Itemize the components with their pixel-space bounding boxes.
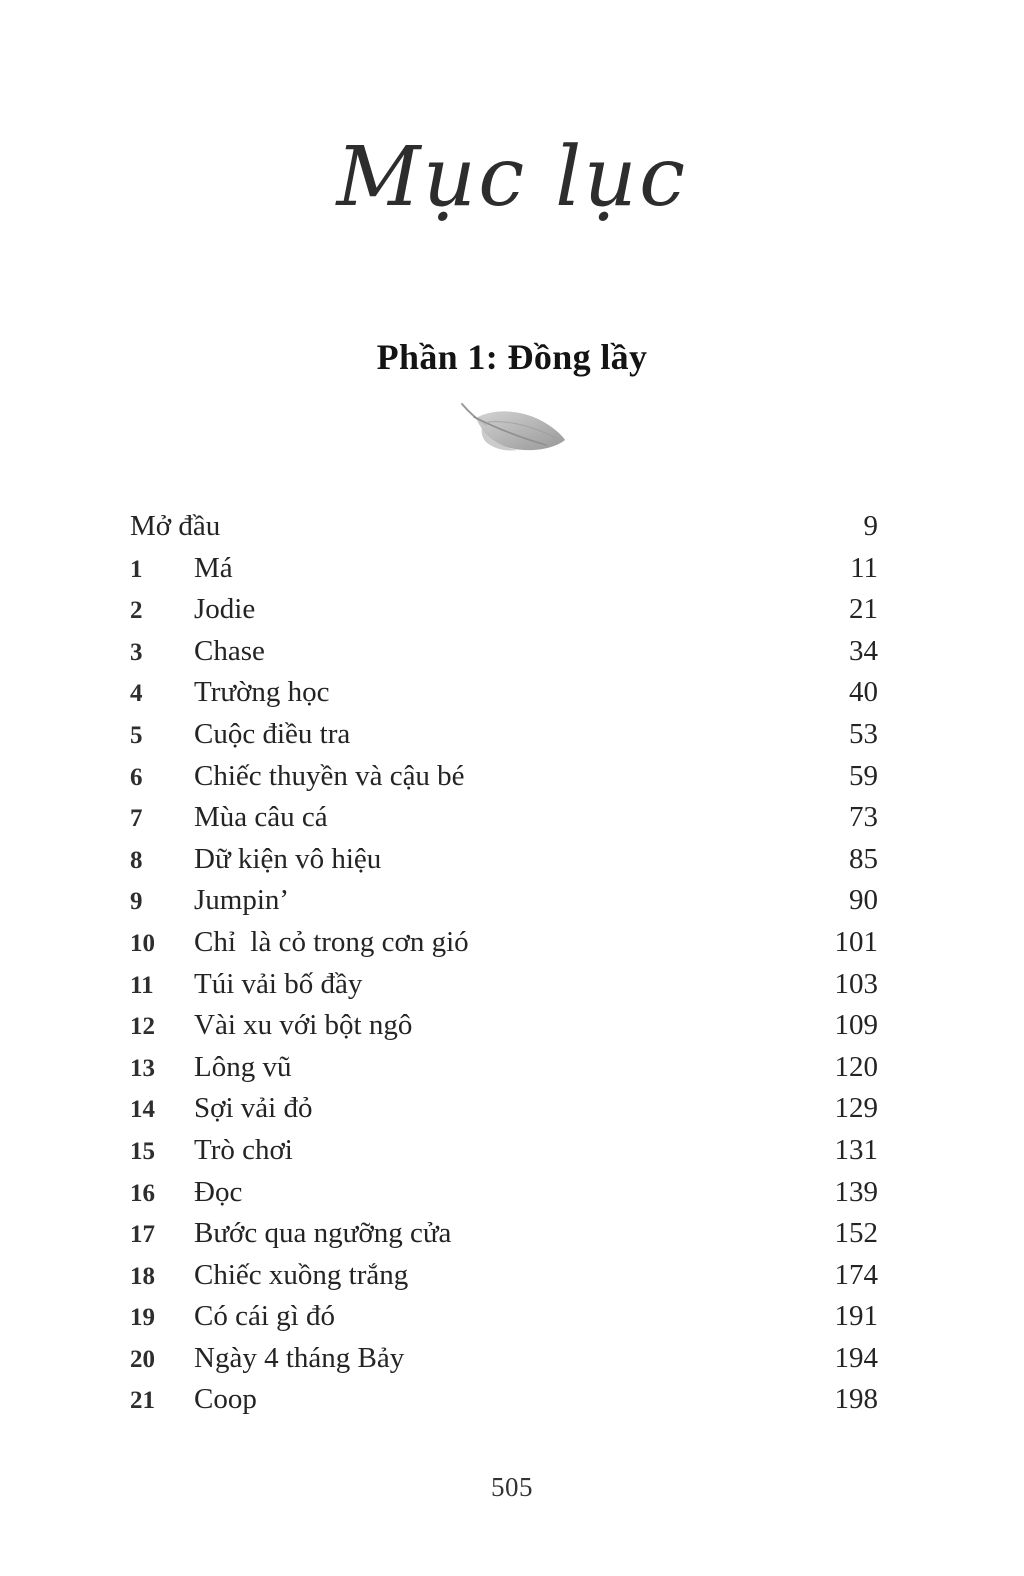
chapter-page-number: 101 [834,925,878,958]
part-heading: Phần 1: Đồng lầy [376,337,648,377]
chapter-number: 8 [130,846,143,874]
chapter-number: 18 [130,1262,155,1290]
toc-entry [130,506,878,548]
chapter-page-number: 174 [834,1258,878,1291]
chapter-page-number: 85 [849,842,878,875]
chapter-page-number: 73 [849,801,878,834]
toc-entry [130,589,878,631]
chapter-title: Bước qua ngưỡng cửa [194,1217,452,1250]
toc-entry [130,548,878,590]
chapter-page-number: 152 [834,1217,878,1250]
toc-entry [130,922,878,964]
chapter-number: 7 [130,805,143,833]
chapter-number: 19 [130,1304,155,1332]
chapter-title: Sợi vải đỏ [194,1092,313,1125]
chapter-title: Dữ kiện vô hiệu [194,842,382,875]
page-title: Mục lục [336,130,688,225]
chapter-page-number: 129 [834,1092,878,1125]
chapter-title: Chase [194,634,265,667]
chapter-page-number: 34 [849,634,878,667]
chapter-title: Coop [194,1383,257,1416]
chapter-number: 17 [130,1221,155,1249]
chapter-title: Túi vải bố đầy [194,967,363,1000]
toc-entry [130,714,878,756]
toc-entry [130,1338,878,1380]
chapter-number: 1 [130,555,143,583]
chapter-number: 6 [130,763,143,791]
chapter-number: 20 [130,1345,155,1373]
toc-entry [130,964,878,1006]
toc-entry [130,1005,878,1047]
toc-entry [130,1255,878,1297]
chapter-number: 3 [130,638,143,666]
chapter-number: 15 [130,1137,155,1165]
chapter-number: 11 [130,971,154,999]
chapter-page-number: 109 [834,1009,878,1042]
chapter-number: 4 [130,680,143,708]
chapter-title: Jodie [194,593,256,626]
chapter-title: Chỉ là cỏ trong cơn gió [194,925,469,958]
chapter-page-number: 198 [834,1383,878,1416]
chapter-number: 9 [130,888,143,916]
chapter-title: Má [194,551,233,584]
chapter-number: 10 [130,929,155,957]
chapter-title: Trò chơi [194,1133,293,1166]
chapter-page-number: 9 [863,510,878,542]
chapter-title: Lông vũ [194,1050,292,1083]
chapter-page-number: 194 [834,1341,878,1374]
chapter-title: Mở đầu [130,510,221,542]
toc-entry [130,1047,878,1089]
toc-entry [130,1130,878,1172]
chapter-page-number: 59 [849,759,878,792]
chapter-page-number: 191 [834,1300,878,1333]
chapter-title: Ngày 4 tháng Bảy [194,1341,405,1374]
chapter-title: Cuộc điều tra [194,717,351,750]
chapter-title: Trường học [194,676,330,709]
footer-page-number: 505 [490,1472,534,1502]
toc-entry [130,797,878,839]
chapter-page-number: 40 [849,676,878,709]
chapter-page-number: 53 [849,717,878,750]
toc-entry [130,1379,878,1421]
chapter-page-number: 131 [834,1133,878,1166]
chapter-number: 5 [130,721,143,749]
chapter-title: Mùa câu cá [194,801,328,834]
chapter-page-number: 120 [834,1050,878,1083]
chapter-title: Đọc [194,1175,243,1208]
chapter-number: 14 [130,1096,155,1124]
toc-list [130,506,878,1421]
chapter-number: 2 [130,597,143,625]
chapter-number: 21 [130,1387,155,1415]
toc-entry [130,1296,878,1338]
chapter-page-number: 90 [849,884,878,917]
toc-entry [130,631,878,673]
chapter-page-number: 139 [834,1175,878,1208]
chapter-number: 16 [130,1179,155,1207]
toc-entry [130,880,878,922]
chapter-title: Chiếc thuyền và cậu bé [194,759,465,792]
toc-entry [130,672,878,714]
chapter-page-number: 21 [849,593,878,626]
chapter-title: Chiếc xuồng trắng [194,1258,409,1291]
chapter-title: Có cái gì đó [194,1300,335,1333]
toc-entry [130,756,878,798]
toc-entry [130,1172,878,1214]
chapter-page-number: 11 [850,551,878,584]
chapter-page-number: 103 [834,967,878,1000]
toc-entry [130,839,878,881]
chapter-title: Vài xu với bột ngô [194,1009,413,1042]
chapter-title: Jumpin’ [194,884,290,917]
chapter-number: 13 [130,1054,155,1082]
feather-icon [452,398,582,460]
chapter-number: 12 [130,1013,155,1041]
toc-entry [130,1088,878,1130]
toc-entry [130,1213,878,1255]
